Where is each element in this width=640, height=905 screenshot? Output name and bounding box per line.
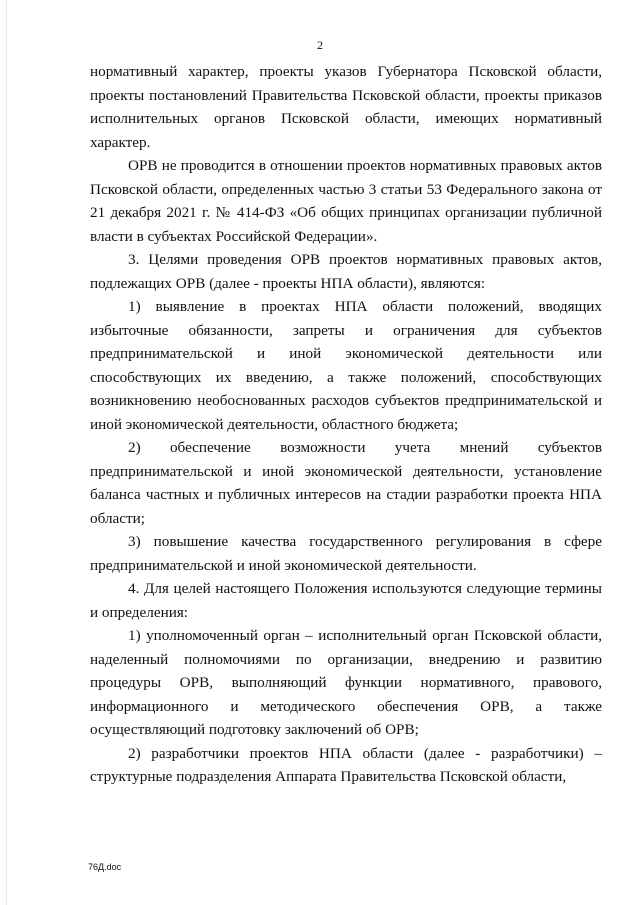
page-number: 2 <box>317 38 323 52</box>
paragraph-item-3-1: 1) выявление в проектах НПА области положений, вводящих избыточные обязанности, запреты и ограничения для субъектов предпринимательской и иной экономической деятельности или способствующих их введению, а также положений, способствующих возникновению необоснованных расходов субъектов предпринимательской и иной экономической деятельности, областного бюджета; <box>90 298 602 433</box>
paragraph-item-4: 4. Для целей настоящего Положения используются следующие термины и определения: <box>90 580 602 621</box>
paragraph-item-4-1: 1) уполномоченный орган – исполнительный орган Псковской области, наделенный полномочиями по организации, внедрению и развитию процедуры ОРВ, выполняющий функции нормативного, правового, информационного и методического обеспечения ОРВ, а также осуществляющий подготовку заключений об ОРВ; <box>90 627 602 738</box>
document-body <box>90 60 602 789</box>
footer-filename: 76Д.doc <box>88 862 122 872</box>
paragraph-item-3-3: 3) повышение качества государственного регулирования в сфере предпринимательской и иной экономической деятельности. <box>90 533 602 574</box>
paragraph-item-4-2: 2) разработчики проектов НПА области (далее - разработчики) – структурные подразделения Аппарата Правительства Псковской области, <box>90 744 602 785</box>
paragraph-item-3: 3. Целями проведения ОРВ проектов нормативных правовых актов, подлежащих ОРВ (далее - проекты НПА области), являются: <box>90 251 602 292</box>
paragraph-item-3-2: 2) обеспечение возможности учета мнений субъектов предпринимательской и иной экономической деятельности, установление баланса частных и публичных интересов на стадии разработки проекта НПА области; <box>90 439 602 527</box>
paragraph-continuation: нормативный характер, проекты указов Губернатора Псковской области, проекты постановлений Правительства Псковской области, проекты приказов исполнительных органов Псковской области, имеющих нормативный характер. <box>90 63 602 151</box>
paragraph-orv-exclusion: ОРВ не проводится в отношении проектов нормативных правовых актов Псковской области, определенных частью 3 статьи 53 Федерального закона от 21 декабря 2021 г. № 414-ФЗ «Об общих принципах организации публичной власти в субъектах Российской Федерации». <box>90 157 602 245</box>
scan-edge-line <box>6 0 7 905</box>
